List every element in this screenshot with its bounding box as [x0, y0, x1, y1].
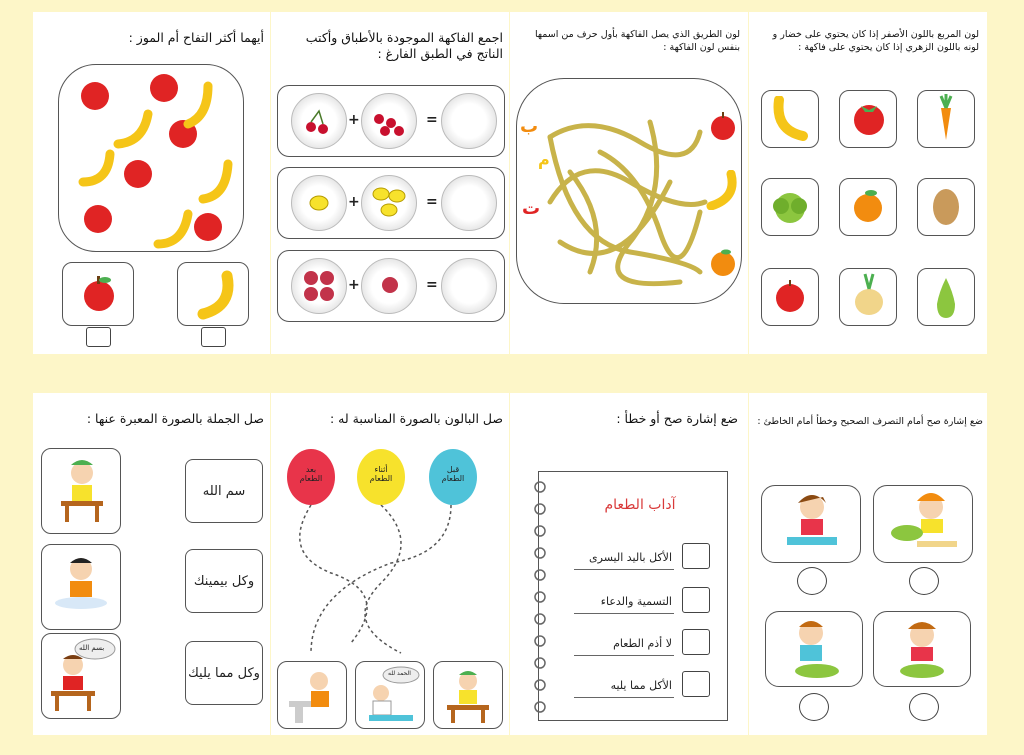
- speech-bubble-text: بسم الله: [79, 644, 105, 652]
- answer-circle[interactable]: [909, 567, 939, 595]
- girl-crying-icon: [891, 615, 953, 683]
- sentence-box[interactable]: وكل بيمينك: [185, 549, 263, 613]
- tomato-icon: [849, 98, 889, 138]
- plus-sign: +: [348, 277, 360, 293]
- item-checkbox[interactable]: [682, 629, 710, 655]
- notebook-item: التسمية والدعاء: [600, 595, 672, 608]
- apple-icon: [81, 82, 109, 110]
- panel-balloons: [271, 393, 509, 735]
- equals-sign: =: [426, 112, 438, 128]
- banana-icon: [118, 114, 148, 144]
- onion-icon: [849, 272, 889, 322]
- speech-bubble-text: الحمد لله: [388, 670, 411, 677]
- answer-circle[interactable]: [797, 567, 827, 595]
- man-eating-icon: [361, 683, 417, 725]
- girl-eating-icon: [783, 489, 841, 559]
- balloon-label: قبل الطعام: [441, 465, 465, 483]
- orange-icon: [708, 248, 738, 278]
- item-checkbox[interactable]: [682, 671, 710, 697]
- panel-title: ضع إشارة صح أو خطأ :: [616, 411, 738, 426]
- orange-icon: [851, 188, 885, 224]
- lemon-icon: [369, 182, 411, 224]
- plus-sign: +: [348, 194, 360, 210]
- banana-icon: [203, 164, 228, 199]
- apple-icon: [194, 213, 222, 241]
- carrot-icon: [931, 94, 961, 144]
- item-underline: [574, 655, 674, 656]
- panel-title: صل الجملة بالصورة المعبرة عنها :: [86, 411, 264, 426]
- lettuce-icon: [769, 186, 811, 228]
- girl-spilling-icon: [887, 489, 961, 559]
- child-eating-icon: [443, 667, 493, 725]
- pomegranate-icon: [299, 266, 339, 306]
- panel-title: صل البالون بالصورة المناسبة له :: [330, 411, 503, 426]
- panel-plates-addition: [271, 12, 509, 354]
- equals-sign: =: [426, 277, 438, 293]
- balloon-label: أثناء الطعام: [369, 465, 393, 483]
- apple-answer-checkbox[interactable]: [86, 327, 111, 347]
- apple-icon: [150, 74, 178, 102]
- lemon-icon: [307, 190, 331, 214]
- pear-icon: [929, 272, 963, 322]
- maze-letter-meem: م: [538, 150, 550, 169]
- banana-icon: [188, 86, 208, 124]
- answer-plate[interactable]: [441, 258, 497, 314]
- cherry-icon: [301, 107, 337, 137]
- item-checkbox[interactable]: [682, 543, 710, 569]
- apple-icon: [773, 276, 807, 316]
- panel-title: ضع إشارة صح أمام التصرف الصحيح وخطأ أمام الخاطئ :: [757, 416, 983, 427]
- equals-sign: =: [426, 194, 438, 210]
- apple-icon: [81, 274, 117, 314]
- banana-icon: [83, 154, 110, 182]
- panel-title: لون المربع باللون الأصفر إذا كان يحتوي على خضار و لونه باللون الزهري إذا كان يحتوي على فاكهة :: [772, 29, 979, 53]
- apple-icon: [84, 205, 112, 233]
- panel-notebook: [510, 393, 748, 735]
- answer-circle[interactable]: [909, 693, 939, 721]
- maze: [530, 92, 730, 292]
- apple-icon: [124, 160, 152, 188]
- panel-behavior: [749, 393, 987, 735]
- child-eating-icon: [51, 551, 111, 623]
- panel-color-squares: [749, 12, 987, 354]
- banana-icon: [705, 170, 741, 210]
- answer-plate[interactable]: [441, 93, 497, 149]
- child-eating-icon: [55, 455, 109, 527]
- banana-icon: [158, 214, 188, 244]
- child-eating-icon: [47, 651, 103, 715]
- balloon-label: بعد الطعام: [299, 465, 323, 483]
- maze-letter-ta: ت: [522, 198, 541, 219]
- fruit-group: [58, 64, 244, 252]
- notebook-rings: [528, 477, 552, 717]
- answer-plate[interactable]: [441, 175, 497, 231]
- item-underline: [574, 697, 674, 698]
- panel-title: اجمع الفاكهة الموجودة بالأطباق وأكتب الناتج في الطبق الفارغ :: [305, 30, 503, 61]
- panel-title: أيهما أكثر التفاح أم الموز :: [128, 30, 264, 45]
- item-underline: [574, 613, 674, 614]
- banana-icon: [769, 96, 811, 142]
- banana-answer-checkbox[interactable]: [201, 327, 226, 347]
- pomegranate-icon: [379, 274, 401, 296]
- banana-icon: [193, 270, 237, 320]
- cherry-icon: [371, 105, 409, 139]
- panel-title: لون الطريق الذي يصل الفاكهة بأول حرف من اسمها بنفس لون الفاكهة :: [534, 29, 740, 53]
- panel-maze: [510, 12, 748, 354]
- potato-icon: [927, 184, 965, 230]
- panel-apples-bananas: [33, 12, 270, 354]
- apple-icon: [708, 110, 738, 142]
- child-washing-icon: [285, 667, 339, 725]
- sentence-box[interactable]: سم الله: [185, 459, 263, 523]
- notebook-item: لا أذم الطعام: [613, 637, 672, 650]
- plus-sign: +: [348, 112, 360, 128]
- notebook-item: الأكل مما يليه: [610, 679, 672, 692]
- maze-letter-ba: ب: [520, 116, 539, 137]
- answer-circle[interactable]: [799, 693, 829, 721]
- sentence-box[interactable]: وكل مما يليك: [185, 641, 263, 705]
- notebook-item: الأكل باليد اليسرى: [589, 551, 672, 564]
- item-underline: [574, 569, 674, 570]
- item-checkbox[interactable]: [682, 587, 710, 613]
- boy-eating-icon: [783, 615, 845, 683]
- panel-match-sentences: [33, 393, 270, 735]
- notebook-heading: آداب الطعام: [604, 497, 676, 513]
